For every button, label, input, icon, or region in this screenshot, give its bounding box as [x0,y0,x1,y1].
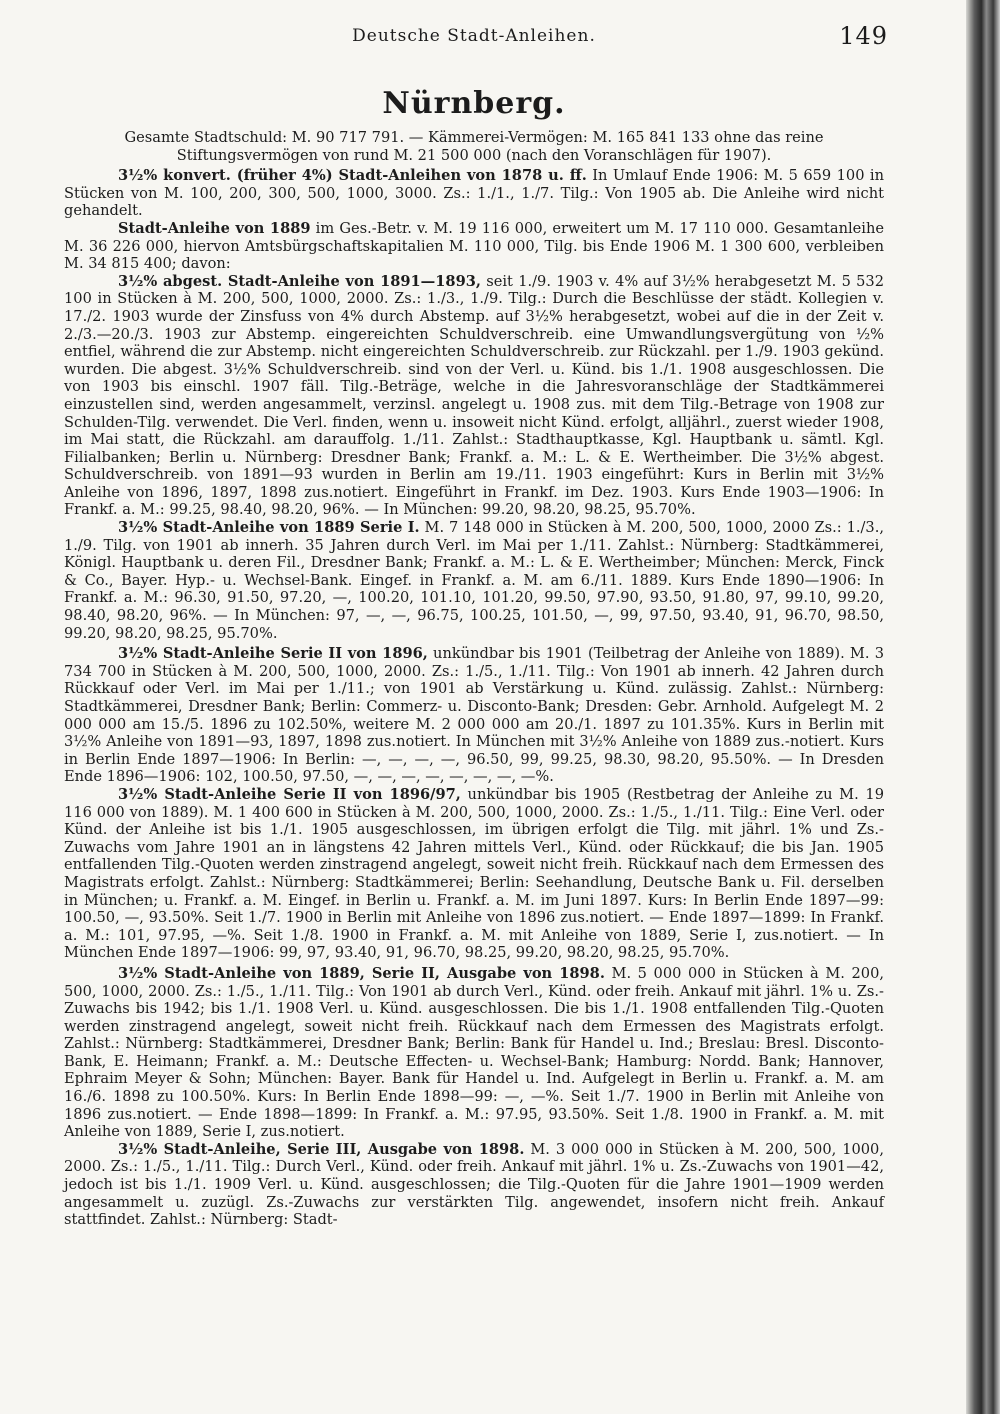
paragraph-total-debt [64,129,884,164]
paragraph-text: im Ges.-Betr. v. M. 19 116 000, erweitert um M. 17 110 000. Gesamtanleihe M. 36 226 000, hiervon Amtsbürgschaftskapitalien M. 110 000, Tilg. bis Ende 1906 M. 1 300 600, verbleiben M. 34 815 400; davon: [64,219,884,273]
paragraph-loan-1889-serie-1 [64,519,884,642]
loan-heading: 3½% Stadt-Anleihe Serie II von 1896, [118,645,428,663]
paragraph-text: In Umlauf Ende 1906: M. 5 659 100 in Stücken von M. 100, 200, 300, 500, 1000, 3000. Zs.: 1./1., 1./7. Tilg.: Von 1905 ab. Die Anleihe wird nicht gehandelt. [64,167,884,220]
paragraph-loan-serie-2-1898 [64,965,884,1141]
loan-heading: 3½% Stadt-Anleihe Serie II von 1896/97, [118,785,461,803]
running-head-title: Deutsche Stadt-Anleihen. [352,26,596,46]
page [64,22,888,1229]
paragraph-text: Gesamte Stadtschuld: M. 90 717 791. — Kämmerei-Vermögen: M. 165 841 133 ohne das reine Stiftungsvermögen von rund M. 21 500 000 (nach den Voranschlägen für 1907). [124,129,824,164]
paragraph-text: M. 3 000 000 in Stücken à M. 200, 500, 1000, 2000. Zs.: 1./5., 1./11. Tilg.: Durch Verl., Künd. oder freih. Ankauf mit jährl. 1% u. Zs.-Zuwachs von 1901—42, jedoch ist bis 1./1. 1909 Verl. u. Künd. ausgeschlossen; die Tilg.-Quoten für die Jahre 1901—1909 werden angesammelt u. zuzügl. Zs.-Zuwachs zur verstärkten Tilg. angewendet, insofern nicht freih. Ankauf stattfindet. Zahlst.: Nürnberg: Stadt- [64,1140,884,1229]
paragraph-loan-serie-3-1898 [64,1141,884,1229]
book-binding-edge [966,0,1000,1414]
loan-heading: Stadt-Anleihe von 1889 [118,219,311,237]
paragraph-loan-serie-2-1896 [64,645,884,786]
loan-heading: 3½% abgest. Stadt-Anleihe von 1891—1893, [118,272,481,290]
city-heading: Nürnberg. [382,86,566,121]
paragraph-loan-1889 [64,220,884,273]
loan-heading: 3½% Stadt-Anleihe von 1889 Serie I. [118,519,420,537]
loan-heading: 3½% Stadt-Anleihe von 1889, Serie II, Ausgabe von 1898. [118,964,605,982]
paragraph-loan-1878 [64,167,884,220]
paragraph-text: M. 7 148 000 in Stücken à M. 200, 500, 1000, 2000 Zs.: 1./3., 1./9. Tilg. von 1901 ab innerh. 35 Jahren durch Verl. im Mai per 1./11. Zahlst.: Nürnberg: Stadtkämmerei, Königl. Hauptbank u. deren Fil., Dresdner Bank; Frankf. a. M.: L. & E. Wertheimber; München: Merck, Finck & Co., Bayer. Hyp.- u. Wechsel-Bank. Eingef. in Frankf. a. M. am 6./11. 1889. Kurs Ende 1890—1906: In Frankf. a. M.: 96.30, 91.50, 97.20, —, 100.20, 101.10, 101.20, 99.50, 97.90, 93.50, 91.80, 97, 99.10, 99.20, 98.40, 98.20, 96%. — In München: 97, —, —, 96.75, 100.25, 101.50, —, 99, 97.50, 93.40, 91, 96.70, 98.50, 99.20, 98.20, 98.25, 95.70%. [64,519,884,642]
running-head [64,22,888,50]
page-number: 149 [839,22,888,50]
loan-heading: 3½% Stadt-Anleihe, Serie III, Ausgabe von 1898. [118,1140,525,1158]
paragraph-text: seit 1./9. 1903 v. 4% auf 3½% herabgesetzt M. 5 532 100 in Stücken à M. 200, 500, 1000, 2000. Zs.: 1./3., 1./9. Tilg.: Durch die Beschlüsse der städt. Kollegien v. 17./2. 1903 wurde der Zinsfuss von 4% durch Abstemp. auf 3½% herabgesetzt, wobei auf die in der Zeit v. 2./3.—20./3. 1903 zur Abstemp. eingereichten Schuldverschreib. eine Umwandlungsvergütung von ½% entfiel, während die zur Abstemp. nicht eingereichten Schuldverschreib. zur Rückzahl. per 1./9. 1903 gekünd. wurden. Die abgest. 3½% Schuldverschreib. sind von der Verl. u. Künd. bis 1./1. 1908 ausgeschlossen. Die von 1903 bis einschl. 1907 fäll. Tilg.-Beträge, welche in die Jahresvoranschläge der Stadtkämmerei einzustellen sind, werden angesammelt, verzinsl. angelegt u. 1908 zus. mit dem Tilg.-Betrage von 1908 zur Schulden-Tilg. verwendet. Die Verl. finden, wenn u. insoweit nicht Künd. erfolgt, alljährl., zuerst wieder 1908, im Mai statt, die Rückzahl. am darauffolg. 1./11. Zahlst.: Stadthauptkasse, Kgl. Hauptbank u. sämtl. Kgl. Filialbanken; Berlin u. Nürnberg: Dresdner Bank; Frankf. a. M.: L. & E. Wertheimber. Die 3½% abgest. Schuldverschreib. von 1891—93 wurden in Berlin am 19./11. 1903 eingeführt: Kurs in Berlin mit 3½% Anleihe von 1896, 1897, 1898 zus.notiert. Eingeführt in Frankf. im Dez. 1903. Kurs Ende 1903—1906: In Frankf. a. M.: 99.25, 98.40, 98.20, 96%. — In München: 99.20, 98.20, 98.25, 95.70%. [64,272,884,519]
paragraph-text: unkündbar bis 1905 (Restbetrag der Anleihe zu M. 19 116 000 von 1889). M. 1 400 600 in Stücken à M. 200, 500, 1000, 2000. Zs.: 1./5., 1./11. Tilg.: Eine Verl. oder Künd. der Anleihe ist bis 1./1. 1905 ausgeschlossen, im übrigen erfolgt die Tilg. mit jährl. 1% und Zs.-Zuwachs vom Jahre 1901 an in längstens 42 Jahren mittels Verl., Künd. oder Rückkauf; die bis Jan. 1905 entfallenden Tilg.-Quoten werden zinstragend angelegt, soweit nicht freih. Rückkauf nach dem Ermessen des Magistrats erfolgt. Zahlst.: Nürnberg: Stadtkämmerei; Berlin: Seehandlung, Deutsche Bank u. Fil. derselben in München; u. Frankf. a. M. Eingef. in Berlin u. Frankf. a. M. im Juni 1897. Kurs: In Berlin Ende 1897—99: 100.50, —, 93.50%. Seit 1./7. 1900 in Berlin mit Anleihe von 1896 zus.notiert. — Ende 1897—1899: In Frankf. a. M.: 101, 97.95, —%. Seit 1./8. 1900 in Frankf. a. M. mit Anleihe von 1889, Serie I, zus.notiert. — In München Ende 1897—1906: 99, 97, 93.40, 91, 96.70, 98.25, 99.20, 98.20, 98.25, 95.70%. [64,785,884,962]
paragraph-text: unkündbar bis 1901 (Teilbetrag der Anleihe von 1889). M. 3 734 700 in Stücken à M. 200, 500, 1000, 2000. Zs.: 1./5., 1./11. Tilg.: Von 1901 ab innerh. 42 Jahren durch Rückkauf oder Verl. im Mai per 1./11.; von 1901 ab Verstärkung u. Künd. zulässig. Zahlst.: Nürnberg: Stadtkämmerei, Dresdner Bank; Berlin: Commerz- u. Disconto-Bank; Dresden: Gebr. Arnhold. Aufgelegt M. 2 000 000 am 15./5. 1896 zu 102.50%, weitere M. 2 000 000 am 20./1. 1897 zu 101.35%. Kurs in Berlin mit 3½% Anleihe von 1891—93, 1897, 1898 zus.notiert. In München mit 3½% Anleihe von 1889 zus.-notiert. Kurs in Berlin Ende 1897—1906: In Berlin: —, —, —, —, 96.50, 99, 99.25, 98.30, 98.20, 95.50%. — In Dresden Ende 1896—1906: 102, 100.50, 97.50, —, —, —, —, —, —, —, —%. [64,645,884,786]
paragraph-loan-serie-2-1896-97 [64,786,884,962]
loan-heading: 3½% konvert. (früher 4%) Stadt-Anleihen von 1878 u. ff. [118,167,587,185]
paragraph-text: M. 5 000 000 in Stücken à M. 200, 500, 1000, 2000. Zs.: 1./5., 1./11. Tilg.: Von 1901 ab durch Verl., Künd. oder freih. Ankauf mit jährl. 1% u. Zs.-Zuwachs bis 1942; bis 1./1. 1908 Verl. u. Künd. ausgeschlossen. Die bis 1./1. 1908 entfallenden Tilg.-Quoten werden zinstragend angelegt, soweit nicht freih. Rückkauf nach dem Ermessen des Magistrats erfolgt. Zahlst.: Nürnberg: Stadtkämmerei, Dresdner Bank; Berlin: Bank für Handel u. Ind.; Breslau: Bresl. Disconto-Bank, E. Heimann; Frankf. a. M.: Deutsche Effecten- u. Wechsel-Bank; Hamburg: Nordd. Bank; Hannover, Ephraim Meyer & Sohn; München: Bayer. Bank für Handel u. Ind. Aufgelegt in Berlin u. Frankf. a. M. am 16./6. 1898 zu 100.50%. Kurs: In Berlin Ende 1898—99: —, —%. Seit 1./7. 1900 in Berlin mit Anleihe von 1896 zus.notiert. — Ende 1898—1899: In Frankf. a. M.: 97.95, 93.50%. Seit 1./8. 1900 in Frankf. a. M. mit Anleihe von 1889, Serie I, zus.notiert. [64,964,885,1141]
paragraph-loan-1891-1893 [64,273,884,519]
